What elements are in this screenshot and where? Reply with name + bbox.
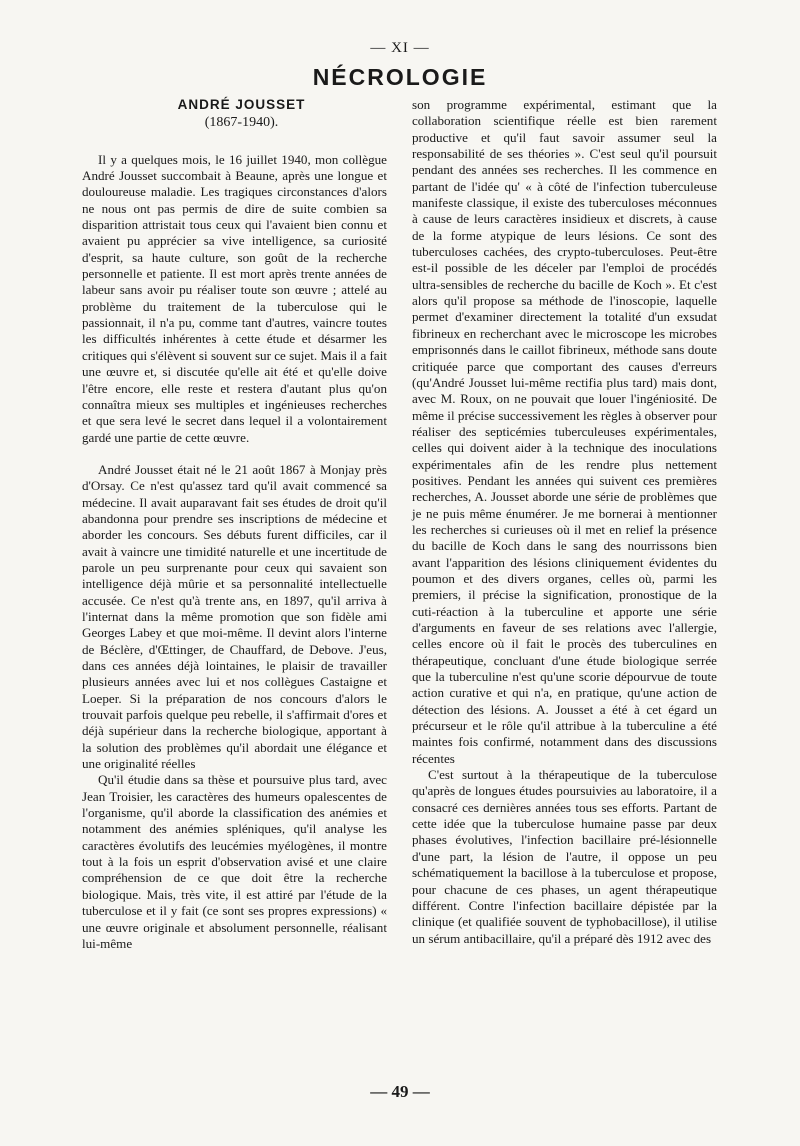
- paragraph: André Jousset était né le 21 août 1867 à Monjay près d'Orsay. Ce n'est qu'assez tard qu'il avait commencé sa médecine. Il avait auparavant fait ses études de droit qu'il abandonna pour prendre ses inscriptions de médecine et aborder les concours. Ses débuts furent difficiles, car il avait à vaincre une timidité naturelle et une incertitude de parole un peu surprenante pour ceux qui savaient son intelligence déjà mûrie et sa personnalité intellectuelle accusée. Ce n'est qu'à trente ans, en 1897, qu'il arriva à l'internat dans la même promotion que son fidèle ami Georges Labey et que moi-même. Il devint alors l'interne de Béclère, d'Œttinger, de Chauffard, de Debove. J'eus, dans ces années déjà lointaines, le plaisir de travailler plusieurs années avec lui et nos collègues Castaigne et Loeper. Si la préparation de nos concours d'alors le trouvait parfois quelque peu rebelle, il s'affirmait d'ores et déjà supérieur dans la recherche biologique, apportant à la solution des problèmes qu'il abordait une élégance et une originalité réelles: [82, 461, 387, 772]
- obituary-name: ANDRÉ JOUSSET: [177, 97, 306, 112]
- paragraph: Il y a quelques mois, le 16 juillet 1940, mon collègue André Jousset succombait à Beaune, après une longue et douloureuse maladie. Les tragiques circonstances d'alors ne nous ont pas permis de dire de suite combien sa disparition attristait tous ceux qui l'avaient bien connu et avaient pu apprécier sa vive intelligence, sa curiosité d'esprit, sa haute culture, son goût de la recherche personnelle et patiente. Il est mort après trente années de labeur sans avoir pu réaliser toute son œuvre ; attelé au problème du traitement de la tuberculose qui le passionnait, il n'a pu, comme tant d'autres, vaincre toutes les difficultés inhérentes à cette étude et désarmer les critiques qui s'élèvent si souvent sur ce sujet. Mais il a fait une œuvre et, si discutée qu'elle ait été et qu'elle doive l'être encore, elle reste et restera d'autant plus qu'on connaîtra mieux ses multiples et ingénieuses recherches et que sera levé le secret dans lequel il a volontairement gardé une partie de cette œuvre.: [82, 151, 387, 445]
- page-number: — 49 —: [370, 1082, 430, 1101]
- obituary-dates: (1867-1940).: [204, 115, 279, 131]
- paragraph: son programme expérimental, estimant que la collaboration scientifique réelle est bien rarement productive et qu'il faut savoir assumer seul la responsabilité de ses théories ». C'est seul qu'il poursuit pendant des années ses recherches. Il les commence en partant de l'idée qu' « à côté de l'infection tuberculeuse manifeste classique, il existe des tuberculoses méconnues à cause de leurs caractères insidieux et discrets, à cause de la forme atypique de leurs lésions. Ce sont des tuberculoses cachées, des crypto-tuberculoses. Peut-être est-il possible de les déceler par l'emploi de procédés ultra-sensibles de recherche du bacille de Koch ». Et c'est alors qu'il propose sa méthode de l'inoscopie, laquelle permet d'examiner directement la totalité d'un exsudat fibrineux en recherchant avec le microscope les microbes emprisonnés dans le caillot fibrineux, méthode sans doute critiquée parce que comportant des causes d'erreurs (qu'André Jousset lui-même rectifia plus tard) mais dont, avec M. Roux, on ne pouvait que louer l'ingéniosité. De même il précise successivement les règles à observer pour réaliser des septicémies tuberculeuses expérimentales, celles qui doivent aider à la technique des inoculations expérimentales afin de les rendre plus nettement positives. Pendant les années qui suivent ces premières recherches, A. Jousset aborde une série de problèmes que je ne puis même énumérer. Je me bornerai à mentionner les recherches si curieuses où il met en relief la présence du bacille de Koch dans le sang des nourrissons bien avant l'apparition des lésions cliniquement évidentes du poumon et des divers organes, celles où, parmi les premiers, il précise la signification, pronostique de la cuti-réaction à la tuberculine et apporte une série d'arguments en faveur de ses relations avec l'allergie, celles encore où il fait le procès des tuberculines en thérapeutique, concluant d'une étude biologique serrée que la tuberculine n'est qu'une scorie dépourvue de toute action curative et qui n'a, en pratique, qu'une action de détection des lésions. A. Jousset a été à cet égard un précurseur et le rôle qu'il attribue à la tuberculine a été maintes fois confirmé, notamment dans des discussions récentes: [412, 97, 717, 766]
- section-number: — XI —: [370, 40, 430, 56]
- right-column: [412, 97, 717, 947]
- left-column: [82, 97, 387, 952]
- paragraph: C'est surtout à la thérapeutique de la tuberculose qu'après de longues études poursuivies au laboratoire, il a consacré ces dernières années tous ses efforts. Partant de cette idée que la tuberculose humaine passe par deux phases évolutives, l'infection bacillaire pré-lésionnelle d'une part, la lésion de l'autre, il oppose un peu schématiquement la bacillose à la tuberculose et propose, pour chacune de ces phases, un agent thérapeutique différent. Contre l'infection bacillaire dépistée par la clinique (et qualifiée souvent de typhobacillose), il utilise un sérum antibacillaire, qu'il a préparé dès 1912 avec des: [412, 767, 717, 946]
- section-title: NÉCROLOGIE: [312, 64, 488, 90]
- paragraph: Qu'il étudie dans sa thèse et poursuive plus tard, avec Jean Troisier, les caractères des humeurs opalescentes de l'organisme, qu'il aborde la classification des anémies et notamment des anémies spléniques, qu'il analyse les caractères évolutifs des leucémies myélogènes, il montre tout à la fois un esprit d'observation avisé et une claire compréhension de ce que doit être la recherche biologique. Mais, très vite, il est attiré par l'étude de la tuberculose et il y fait (ce sont ses propres expressions) « une œuvre originale et absolument personnelle, réalisant lui-même: [82, 772, 387, 951]
